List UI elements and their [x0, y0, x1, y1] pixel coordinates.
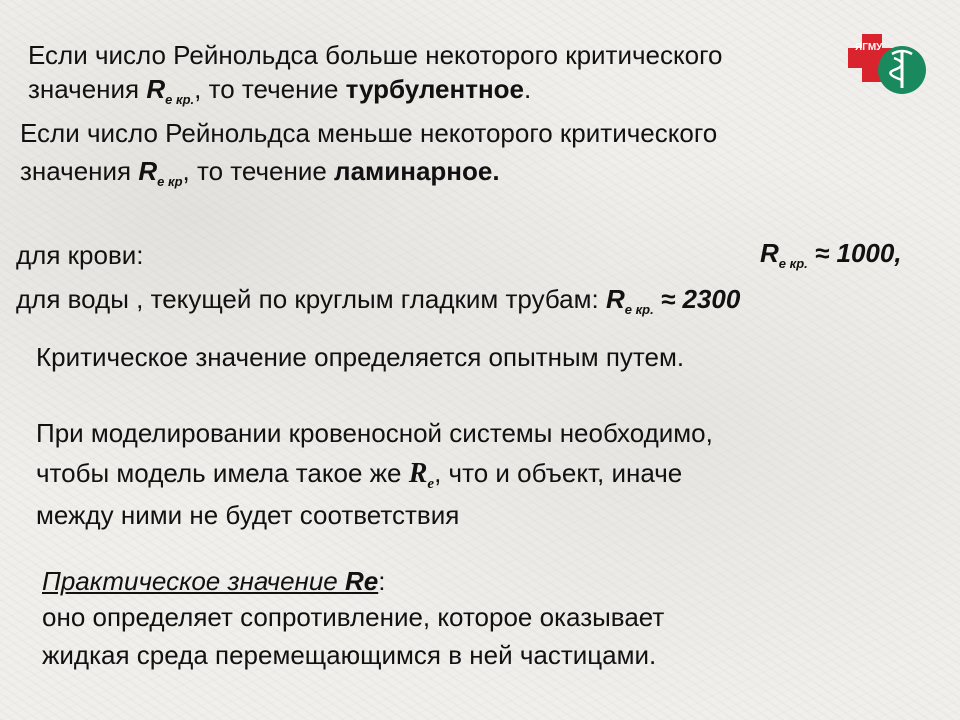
practical-line2: оно определяет сопротивление, которое оказывает	[42, 602, 665, 632]
laminar-term: ламинарное.	[334, 156, 500, 186]
reynolds-subscript: e	[427, 476, 435, 492]
blood-label: для крови:	[16, 240, 144, 270]
reynolds-symbol: R	[146, 74, 166, 104]
reynolds-subscript: е кр.	[165, 92, 195, 107]
model-prefix: чтобы модель имела такое же	[36, 458, 409, 488]
reynolds-symbol: R	[605, 284, 625, 314]
para1-line2	[28, 74, 531, 109]
university-logo	[848, 30, 928, 100]
practical-line3: жидкая среда перемещающимся в ней частицами.	[42, 640, 657, 670]
reynolds-symbol: R	[138, 156, 158, 186]
blood-value	[760, 238, 902, 273]
critical-text: Критическое значение определяется опытным путем.	[36, 342, 685, 372]
reynolds-symbol: R	[408, 458, 428, 489]
para1-prefix: значения	[28, 74, 147, 104]
water-label: для воды , текущей по круглым гладким трубам:	[16, 284, 606, 314]
practical-title	[42, 566, 385, 596]
practical-title-re: Re	[344, 566, 379, 596]
turbulent-term: турбулентное	[345, 74, 524, 104]
practical-title-text: Практическое значение	[42, 566, 345, 596]
para1-middle: , то течение	[194, 74, 346, 104]
water-line	[16, 284, 740, 319]
model-line3: между ними не будет соответствия	[36, 500, 460, 530]
practical-title-colon: :	[378, 566, 386, 596]
water-number: ≈ 2300	[653, 284, 741, 314]
cross-caduceus-icon	[848, 30, 928, 100]
para2-middle: , то течение	[182, 156, 335, 186]
reynolds-subscript: е кр.	[624, 302, 654, 317]
reynolds-subscript: е кр.	[778, 256, 808, 271]
para2-line2	[20, 156, 500, 191]
para1-end: .	[524, 74, 532, 104]
para1-line1: Если число Рейнольдса больше некоторого критического	[28, 40, 723, 70]
para2-prefix: значения	[20, 156, 139, 186]
logo-text: ЯГМУ	[855, 42, 883, 53]
reynolds-subscript: е кр	[157, 174, 183, 189]
model-suffix: , что и объект, иначе	[434, 458, 683, 488]
model-line2	[36, 458, 682, 493]
model-line1: При моделировании кровеносной системы необходимо,	[36, 418, 713, 448]
reynolds-symbol: R	[760, 238, 779, 268]
para2-line1: Если число Рейнольдса меньше некоторого критического	[20, 118, 718, 148]
blood-number: ≈ 1000,	[807, 238, 902, 268]
